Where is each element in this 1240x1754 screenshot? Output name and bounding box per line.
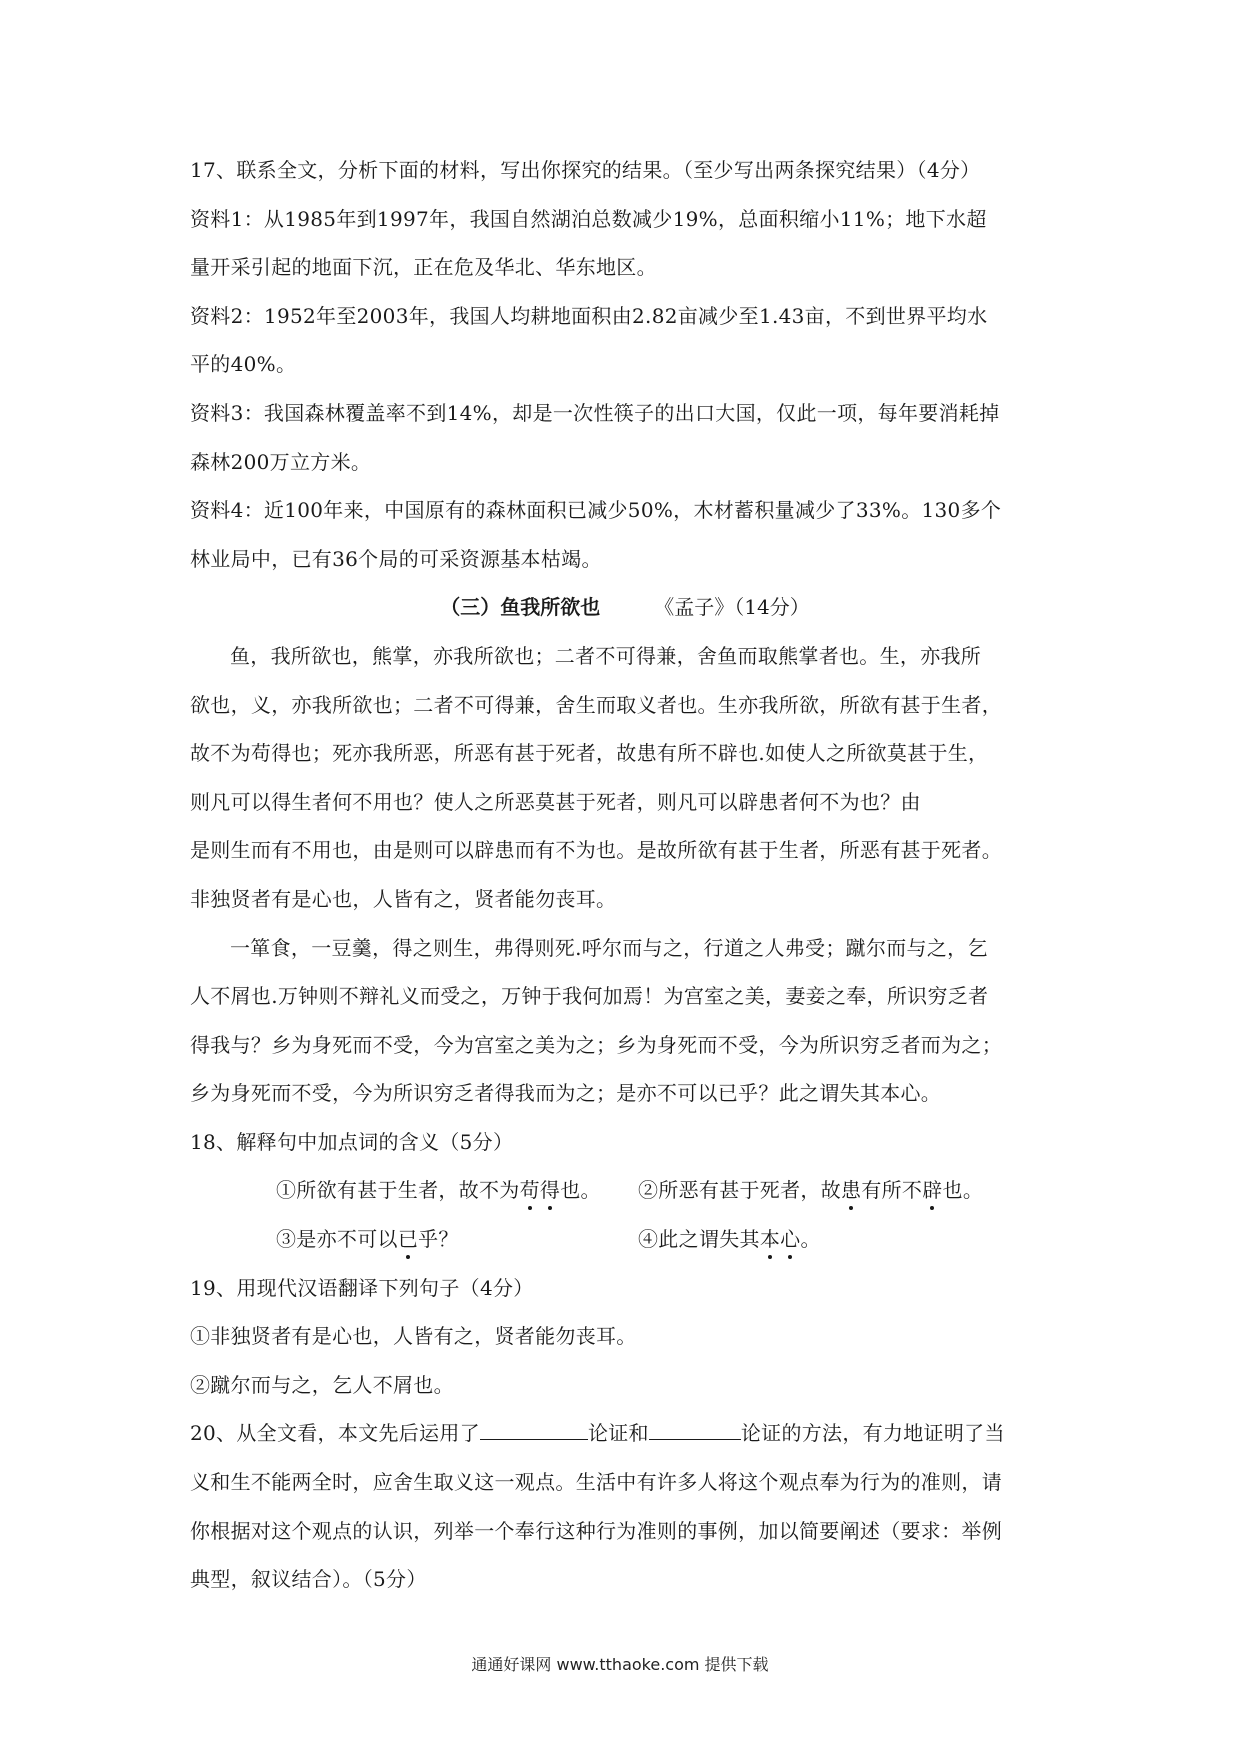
- dotted-char: 辟: [922, 1178, 942, 1202]
- q17-material1-line1: 资料1：从1985年到1997年，我国自然湖泊总数减少19%，总面积缩小11%；地下水超: [190, 206, 987, 231]
- q17-material1-line2: 量开采引起的地面下沉，正在危及华北、华东地区。: [190, 255, 657, 280]
- q20-text-a: 20、从全文看，本文先后运用了: [190, 1421, 480, 1446]
- emphasis-dot-icon: [528, 1206, 532, 1210]
- passage-p2-line1: 一箪食，一豆羹，得之则生，弗得则死.呼尔而与之，行道之人弗受；蹴尔而与之，乞: [230, 935, 988, 960]
- section-source: 《孟子》（14分）: [654, 595, 810, 620]
- q17-title: 17、联系全文，分析下面的材料，写出你探究的结果。（至少写出两条探究结果）（4分）: [190, 158, 981, 182]
- q18-item2-end: 也。: [942, 1178, 984, 1203]
- q19-title: 19、用现代汉语翻译下列句子（4分）: [190, 1275, 534, 1300]
- dotted-char: 已: [398, 1227, 418, 1251]
- emphasis-dot-icon: [930, 1206, 934, 1210]
- q18-item3: [276, 1227, 638, 1251]
- passage-p2-line4: 乡为身死而不受，今为所识穷乏者得我而为之；是亦不可以已乎？此之谓失其本心。: [190, 1081, 942, 1106]
- q17-material3-line1: 资料3：我国森林覆盖率不到14%，却是一次性筷子的出口大国，仅此一项，每年要消耗掉: [190, 400, 1000, 425]
- dotted-char: 本: [760, 1227, 780, 1251]
- emphasis-dot-icon: [548, 1206, 552, 1210]
- q18-item2-mid: 有所不: [861, 1178, 923, 1203]
- q20-line3: 你根据对这个观点的认识，列举一个奉行这种行为准则的事例，加以简要阐述（要求：举例: [190, 1518, 1002, 1543]
- q17-material3-line2: 森林200万立方米。: [190, 449, 372, 474]
- passage-p1-line5: 是则生而有不用也，由是则可以辟患而有不为也。是故所欲有甚于生者，所恶有甚于死者。: [190, 838, 1002, 863]
- q17-material4-line1: 资料4：近100年来，中国原有的森林面积已减少50%，木材蓄积量减少了33%。130多个: [190, 498, 1002, 523]
- q18-title: 18、解释句中加点词的含义（5分）: [190, 1129, 514, 1154]
- q18-item1-end: 也。: [560, 1178, 601, 1203]
- passage-p1-line3: 故不为苟得也；死亦我所恶，所恶有甚于死者，故患有所不辟也.如使人之所欲莫甚于生，: [190, 741, 989, 766]
- passage-p1-line4: 则凡可以得生者何不用也？使人之所恶莫甚于死者，则凡可以辟患者何不为也？由: [190, 789, 921, 814]
- q20-text-c: 论证的方法，有力地证明了当: [740, 1421, 1005, 1446]
- q18-item1: [276, 1178, 638, 1202]
- q18-item2: [638, 1178, 983, 1202]
- passage-p2-line2: 人不屑也.万钟则不辩礼义而受之，万钟于我何加焉！为宫室之美，妻妾之奉，所识穷乏者: [190, 984, 989, 1009]
- dotted-char: 患: [841, 1178, 861, 1202]
- passage-p1-line6: 非独贤者有是心也，人皆有之，贤者能勿丧耳。: [190, 886, 617, 911]
- q17-material2-line1: 资料2：1952年至2003年，我国人均耕地面积由2.82亩减少至1.43亩，不到世界平均水: [190, 303, 988, 328]
- dotted-char: 得: [540, 1178, 560, 1202]
- q19-sentence2: ②蹴尔而与之，乞人不屑也。: [190, 1372, 454, 1397]
- q19-sentence1: ①非独贤者有是心也，人皆有之，贤者能勿丧耳。: [190, 1324, 637, 1349]
- q20-text-b: 论证和: [587, 1421, 649, 1446]
- emphasis-dot-icon: [768, 1255, 772, 1259]
- q18-item2-text: ②所恶有甚于死者，故: [638, 1178, 841, 1203]
- q18-item3-text: ③是亦不可以: [276, 1227, 398, 1252]
- q18-item3-end: 乎？: [418, 1227, 459, 1252]
- answer-blank-2[interactable]: [649, 1421, 741, 1440]
- q18-item1-text: ①所欲有甚于生者，故不为: [276, 1178, 520, 1203]
- exam-page: [190, 158, 1060, 1591]
- passage-p2-line3: 得我与？乡为身死而不受，今为宫室之美为之；乡为身死而不受，今为所识穷乏者而为之；: [190, 1032, 1002, 1057]
- q18-item4: [638, 1227, 821, 1251]
- q18-item4-text: ④此之谓失其: [638, 1227, 760, 1252]
- emphasis-dot-icon: [788, 1255, 792, 1259]
- q20-line2: 义和生不能两全时，应舍生取义这一观点。生活中有许多人将这个观点奉为行为的准则，请: [190, 1470, 1002, 1495]
- dotted-char: 心: [780, 1227, 800, 1251]
- emphasis-dot-icon: [406, 1255, 410, 1259]
- q20-line4: 典型，叙议结合）。（5分）: [190, 1567, 427, 1592]
- q20-line1: [190, 1421, 1060, 1445]
- q17-material4-line2: 林业局中，已有36个局的可采资源基本枯竭。: [190, 546, 602, 571]
- footer-credit: 通通好课网 www.tthaoke.com 提供下载: [471, 1655, 769, 1674]
- section-title: （三）鱼我所欲也: [440, 595, 601, 620]
- passage-p1-line2: 欲也，义，亦我所欲也；二者不可得兼，舍生而取义者也。生亦我所欲，所欲有甚于生者，: [190, 692, 1002, 717]
- answer-blank-1[interactable]: [480, 1421, 588, 1440]
- passage-p1-line1: 鱼，我所欲也，熊掌，亦我所欲也；二者不可得兼，舍鱼而取熊掌者也。生，亦我所: [230, 643, 982, 668]
- q18-row1: [190, 1178, 1060, 1202]
- q17-material2-line2: 平的40%。: [190, 352, 297, 377]
- q18-row2: [190, 1227, 1060, 1251]
- emphasis-dot-icon: [849, 1206, 853, 1210]
- q18-item4-end: 。: [800, 1227, 821, 1252]
- dotted-char: 苟: [520, 1178, 540, 1202]
- section-heading: [190, 595, 1060, 619]
